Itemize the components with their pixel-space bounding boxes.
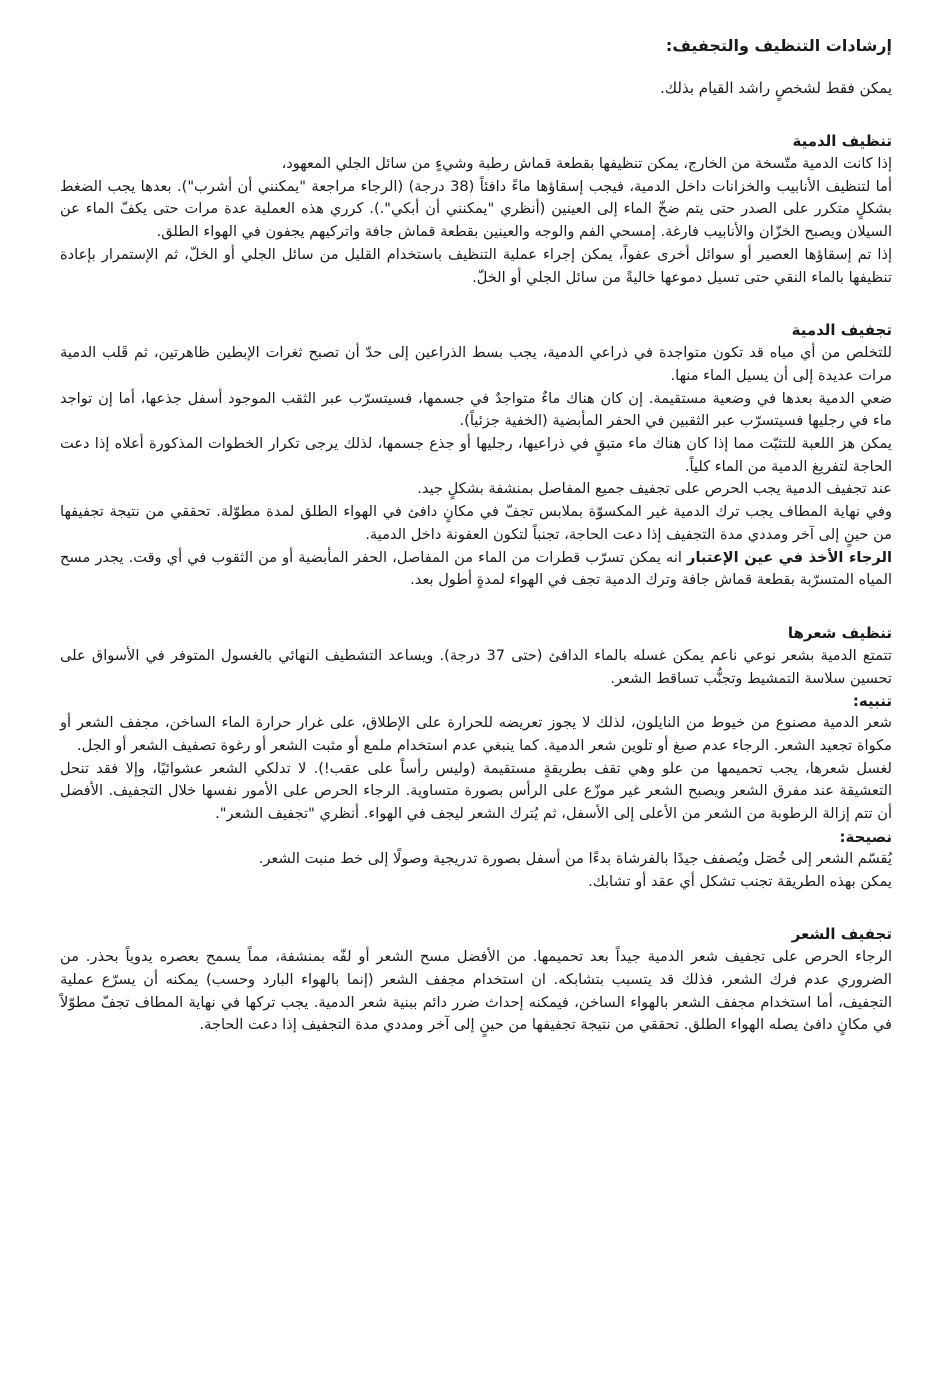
warning-paragraph: شعر الدمية مصنوع من خيوط من النايلون، لذلك لا يجوز تعريضه للحرارة على الإطلاق، على غرار حرارة الماء الساخن، مجفف الشعر أو مكواة تجعيد الشعر. الرجاء عدم صبغ أو تلوين شعر الدمية. كما ينبغي عدم استخدام ملمع أو مثبت الشعر أو رغوة تصفيف الشعر أو الجل. (60, 714, 892, 755)
drying-paragraph: ضعي الدمية بعدها في وضعية مستقيمة. إن كان هناك ماءٌ متواجدٌ في جسمها، فسيتسرّب عبر الثقب الموجود أسفل جذعها، أما إن تواجد ماء في رجليها فسيتسرّب عبر الثقبين في الحفر المأبضية (الخفية جزئياً). (60, 389, 892, 430)
tip-paragraph: يُقسّم الشعر إلى خُصَل ويُصفف جيدًا بالفرشاة بدءًا من أسفل بصورة تدريجية وصولًا إلى خط منبت الشعر. (258, 849, 892, 867)
tip-paragraph: يمكن بهذه الطريقة تجنب تشكل أي عقد أو تشابك. (588, 872, 892, 890)
hair-cleaning-paragraph: تتمتع الدمية بشعر نوعي ناعم يمكن غسله بالماء الدافئ (حتى 37 درجة). ويساعد التشطيف النهائي بالغسول المتوفر في الأسواق على تحسين سلاسة التمشيط وتجنُّب تساقط الشعر. (60, 646, 892, 687)
drying-paragraph: وفي نهاية المطاف يجب ترك الدمية غير المكسوّة بملابس تجفّ في مكانٍ دافئ في الهواء الطلق لمدة مطوّلة. تحققي من نتيجة تجفيفها من حينٍ إلى آخر ومددي مدة التجفيف إذا دعت الحاجة، تجنباً لتكون العفونة داخل الدمية. (60, 503, 892, 543)
drying-note-lead: الرجاء الأخذ في عين الإعتبار (687, 548, 892, 566)
section-hair-cleaning (60, 622, 892, 893)
warning-heading: تنبيه: (852, 692, 892, 711)
section-cleaning-title: تنظيف الدمية (792, 132, 892, 150)
drying-note (60, 547, 892, 592)
drying-note-text: انه يمكن تسرّب قطرات من الماء من المفاصل، الحفر المأبضية أو من الثقوب في أي وقت. يجدر مسح المياه المتسرّبة بقطعة قماش جافة وترك الدمية تجف في الهواء لمدةٍ أطول بعد. (60, 548, 892, 589)
tip-heading: نصيحة: (839, 827, 892, 846)
section-drying (60, 319, 892, 592)
section-hair-drying-title: تجفيف الشعر (791, 925, 892, 944)
section-cleaning (60, 130, 892, 289)
section-hair-cleaning-title: تنظيف شعرها (787, 623, 892, 642)
hair-drying-paragraph: الرجاء الحرص على تجفيف شعر الدمية جيداً بعد تحميمها. من الأفضل مسح الشعر أو لفّه بمنشفة، مماً يسمح بعصره يدوياً بحذر. من الضروري عدم فرك الشعر، فذلك قد يتسبب بتشابكه. ان استخدام مجفف الشعر (إنما بالهواء البارد وحسب) يمكنه أن يسرّع عملية التجفيف، أما استخدام مجفف الشعر بالهواء الساخن، فيمكنه إحداث ضرر دائم ببنية شعر الدمية. يجب تركها في نهاية المطاف تجفّ مطوّلاً في مكانٍ دافئ يصله الهواء الطلق. تحققي من نتيجة تجفيفها من حينٍ إلى آخر ومددي مدة التجفيف إذا دعت الحاجة. (60, 948, 892, 1034)
cleaning-paragraph: أما لتنظيف الأنابيب والخزانات داخل الدمية، فيجب إسقاؤها ماءً دافئاً (38 درجة) (الرجاء مراجعة "يمكنني أن أشرب"). بعدها يجب الضغط بشكلٍ متكرر على الصدر حتى يتم ضخّ الماء إلى العينين (أنظري "يمكنني أن أبكي".). كرري هذه العملية عدة مرات حتى يكفّ الماء عن السيلان ويصبح الخزّان والأنابيب فارغة. إمسحي الفم والوجه والعينين بقطعة قماش جافة واتركيهم يجفون في الهواء الطلق. (60, 177, 893, 241)
section-drying-title: تجفيف الدمية (791, 321, 892, 340)
warning-paragraph: لغسل شعرها، يجب تحميمها من علو وهي تقف بطريقةٍ مستقيمة (وليس رأساً على عقب!). لا تدلكي الشعر عشوائيًا، وإلا فقد تنحل التعشيقة عند مفرق الشعر ويصبح الشعر غير موزّع على الرأس بصورة متساوية. الرجاء الحرص على الأمور نفسها خلال التجفيف. الأفضل أن تتم إزالة الرطوبة من الشعر من الأعلى إلى الأسفل، ثم يُترك الشعر ليجف في الهواء. أنظري "تجفيف الشعر". (60, 759, 892, 823)
drying-paragraph: للتخلص من أي مياه قد تكون متواجدة في ذراعي الدمية، يجب بسط الذراعين إلى حدّ أن تصبح ثغرات الإبطين ظاهرتين، ثم قَلب الدمية مرات عديدة إلى أن يسيل الماء منها. (60, 344, 892, 384)
section-hair-drying (60, 923, 892, 1037)
document-title: إرشادات التنظيف والتجفيف: (665, 36, 892, 55)
drying-paragraph: يمكن هز اللعبة للتثبّت مما إذا كان هناك ماء متبقٍ في ذراعيها، رجليها أو جذع جسمها، لذلك يرجى تكرار الخطوات المذكورة أعلاه إذا دعت الحاجة لتفريغ الدمية من الماء كلياً. (60, 435, 892, 475)
cleaning-paragraph: إذا تم إسقاؤها العصير أو سوائل أخرى عفواً، يمكن إجراء عملية التنظيف باستخدام القليل من سائل الجلي أو الخلّ، ثم الإستمرار بإعادة تنظيفها بالماء النقي حتى تسيل دموعها خاليةً من سائل الجلي أو الخلّ. (60, 245, 892, 286)
intro-text: يمكن فقط لشخصٍ راشد القيام بذلك. (660, 79, 892, 97)
cleaning-paragraph: إذا كانت الدمية متّسخة من الخارج، يمكن تنظيفها بقطعة قماش رطبة وشيءٍ من سائل الجلي المعهود، (281, 155, 892, 172)
drying-paragraph: عند تجفيف الدمية يجب الحرص على تجفيف جميع المفاصل بمنشفة بشكلٍ جيد. (417, 480, 892, 498)
